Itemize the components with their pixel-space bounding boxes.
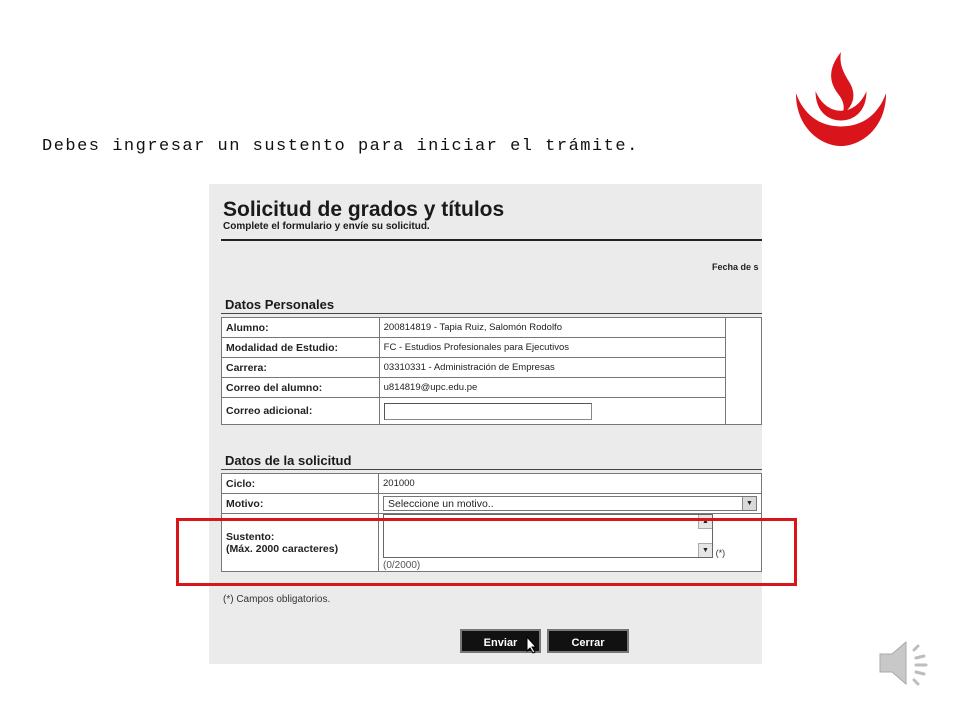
form-screenshot <box>209 184 762 664</box>
scroll-down-icon[interactable]: ▼ <box>698 543 712 557</box>
row-label: Carrera: <box>222 358 380 378</box>
ciclo-value: 201000 <box>379 474 762 494</box>
sustento-hint: (Máx. 2000 caracteres) <box>226 542 339 555</box>
row-value: FC - Estudios Profesionales para Ejecutivos <box>379 338 726 358</box>
form-title: Solicitud de grados y títulos <box>223 198 505 221</box>
request-data-heading: Datos de la solicitud <box>225 453 352 468</box>
table-row <box>222 494 762 514</box>
send-button[interactable]: Enviar <box>460 629 541 653</box>
instruction-caption: Debes ingresar un sustento para iniciar el trámite. <box>42 137 639 156</box>
table-row <box>222 358 762 378</box>
section-divider <box>221 313 762 314</box>
row-value: 200814819 - Tapia Ruiz, Salomón Rodolfo <box>379 318 726 338</box>
personal-data-table <box>221 317 762 425</box>
table-row <box>222 378 762 398</box>
table-row <box>222 474 762 494</box>
motivo-select[interactable] <box>383 496 757 511</box>
mouse-cursor-icon <box>526 636 538 654</box>
row-label: Alumno: <box>222 318 380 338</box>
table-row <box>222 398 762 425</box>
table-row <box>222 338 762 358</box>
sustento-highlight-box <box>176 518 797 586</box>
chevron-down-icon[interactable]: ▼ <box>742 497 756 510</box>
row-value: 03310331 - Administración de Empresas <box>379 358 726 378</box>
extra-email-label: Correo adicional: <box>222 398 380 425</box>
row-label: Modalidad de Estudio: <box>222 338 380 358</box>
ciclo-label: Ciclo: <box>222 474 379 494</box>
title-divider <box>221 239 762 241</box>
form-subtitle: Complete el formulario y envíe su solicitud. <box>223 221 430 232</box>
row-label: Correo del alumno: <box>222 378 380 398</box>
close-button[interactable]: Cerrar <box>547 629 629 653</box>
upc-logo <box>792 50 890 148</box>
fecha-label: Fecha de s <box>712 262 759 272</box>
sustento-label: Sustento: <box>226 530 275 543</box>
required-fields-note: (*) Campos obligatorios. <box>223 594 331 605</box>
char-counter: (0/2000) <box>383 560 421 571</box>
required-mark: (*) <box>715 548 726 558</box>
motivo-selected-value: Seleccione un motivo.. <box>388 498 494 510</box>
personal-data-heading: Datos Personales <box>225 297 335 312</box>
table-row <box>222 318 762 338</box>
scroll-up-icon[interactable]: ▲ <box>698 515 712 529</box>
extra-email-input[interactable] <box>384 403 592 420</box>
section-divider <box>221 469 762 470</box>
motivo-label: Motivo: <box>222 494 379 514</box>
speaker-icon[interactable] <box>876 634 934 692</box>
row-value: u814819@upc.edu.pe <box>379 378 726 398</box>
